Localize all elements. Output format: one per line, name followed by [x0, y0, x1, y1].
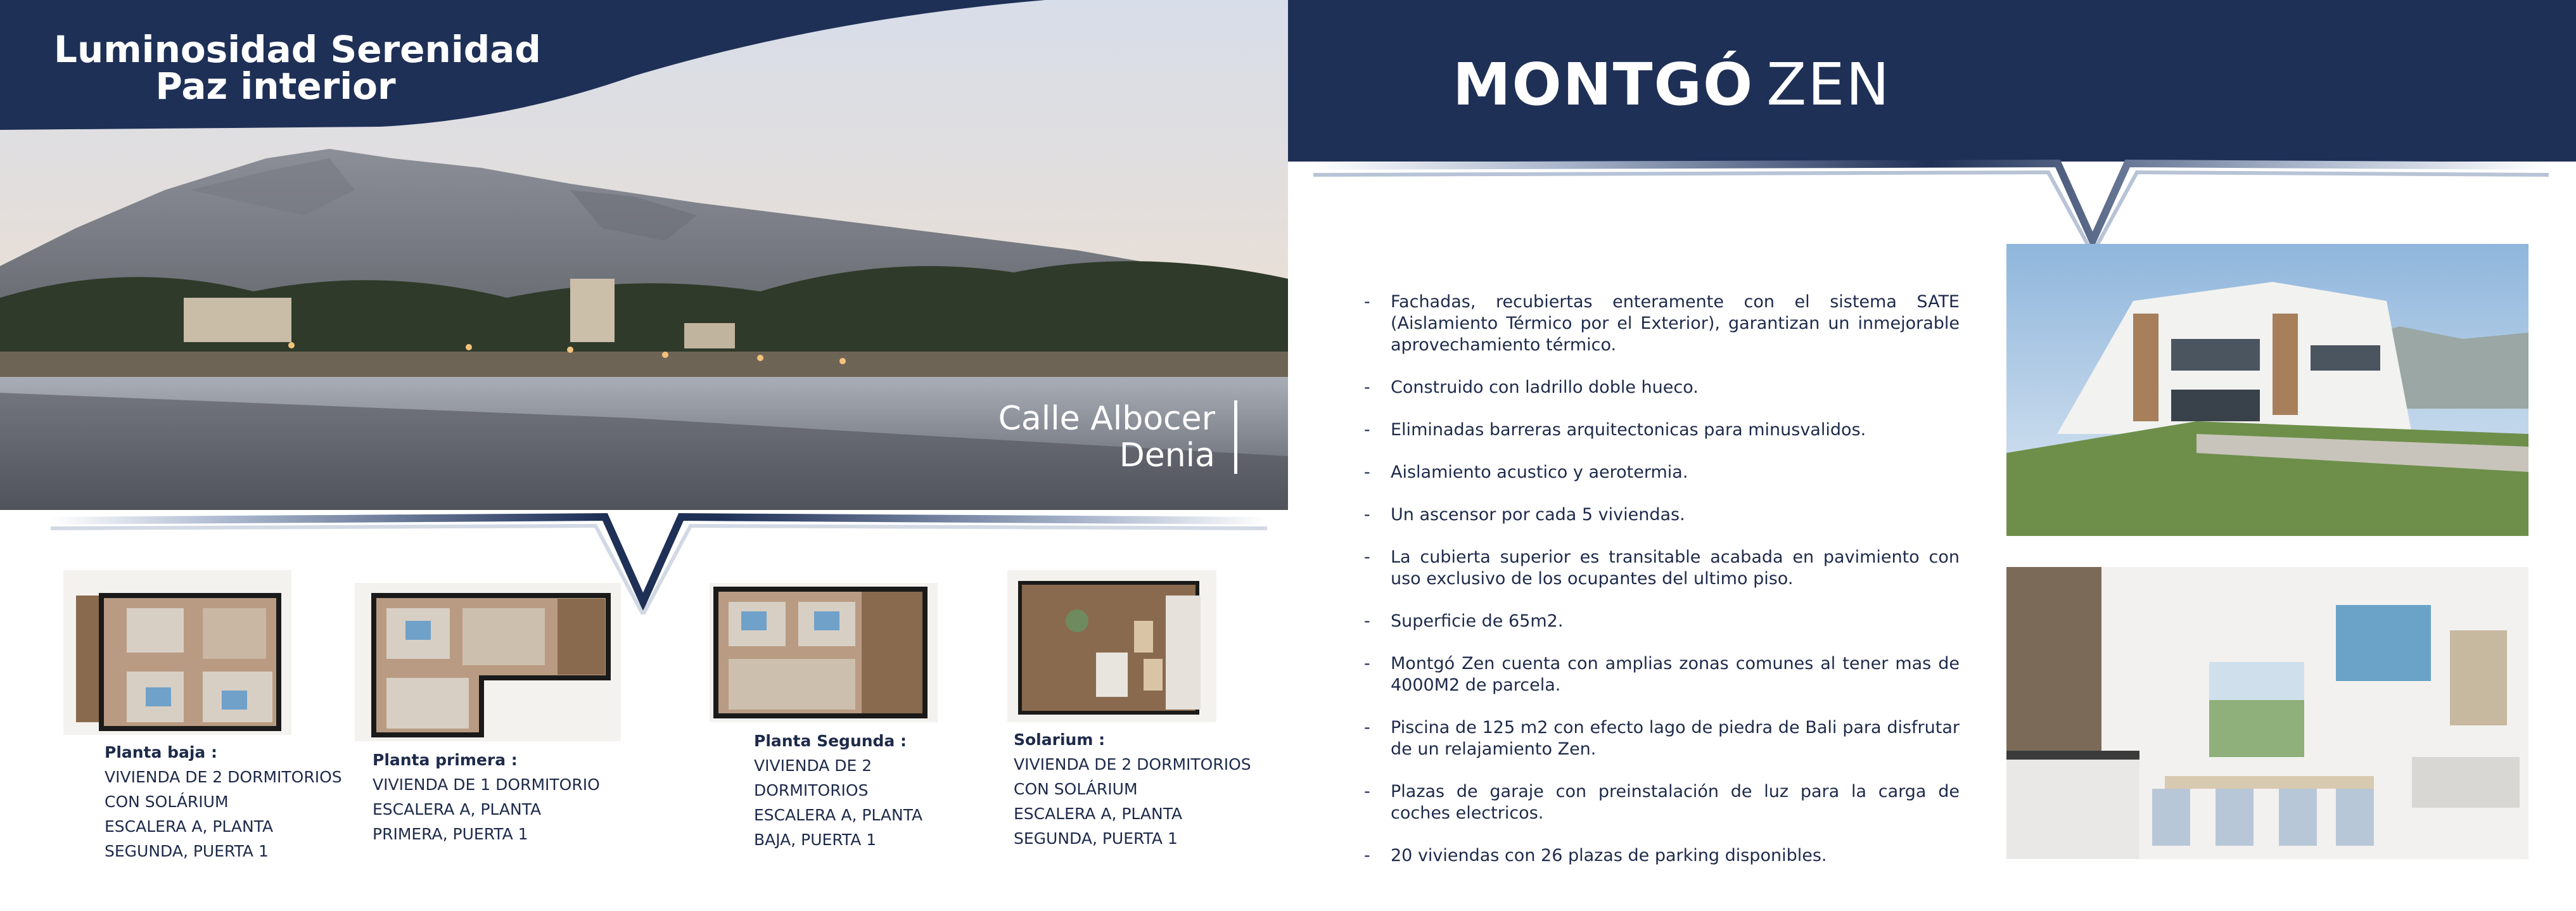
plan-ground-line-4: SEGUNDA, PUERTA 1 [105, 842, 269, 860]
floorplan-first-image [355, 583, 621, 741]
floorplan-solarium-image [1007, 570, 1216, 722]
feature-item: - Superficie de 65m2. [1364, 611, 1960, 632]
right-page [1288, 0, 2576, 911]
plan-second-line-4: BAJA, PUERTA 1 [754, 831, 877, 849]
feature-item: - Plazas de garaje con preinstalación de luz para la carga de coches electricos. [1364, 781, 1960, 824]
plan-first-caption [373, 748, 621, 846]
feature-item: - 20 viviendas con 26 plazas de parking disponibles. [1364, 845, 1960, 867]
feature-item: - Un ascensor por cada 5 viviendas. [1364, 504, 1960, 526]
feature-item: - La cubierta superior es transitable acabada en pavimiento con uso exclusivo de los ocupantes del ultimo piso. [1364, 547, 1960, 590]
tagline-line-1: Luminosidad Serenidad [54, 28, 541, 71]
plan-solarium-caption [1014, 727, 1251, 851]
floorplan-second-image [710, 583, 938, 722]
location-label [998, 400, 1237, 474]
plan-second-title: Planta Segunda : [754, 732, 907, 750]
brand-title-light: ZEN [1766, 51, 1891, 118]
plan-first-line-2: ESCALERA A, PLANTA [373, 800, 542, 819]
plan-ground-floor [63, 570, 342, 863]
plan-ground-title: Planta baja : [105, 743, 217, 761]
plan-solarium-title: Solarium : [1014, 730, 1106, 749]
plan-first-title: Planta primera : [373, 751, 518, 769]
plan-second-line-2: DORMITORIOS [754, 781, 869, 800]
plan-ground-line-2: CON SOLÁRIUM [105, 793, 229, 811]
render-interior-image [2006, 567, 2528, 859]
feature-item: - Aislamiento acustico y aerotermia. [1364, 462, 1960, 483]
render-exterior-image [2006, 244, 2528, 536]
feature-item: - Eliminadas barreras arquitectonicas para minusvalidos. [1364, 419, 1960, 441]
plan-second-line-1: VIVIENDA DE 2 [754, 756, 872, 775]
plan-solarium-line-3: ESCALERA A, PLANTA [1014, 805, 1183, 823]
plan-second-floor [710, 583, 938, 852]
location-street: Calle Albocer [998, 400, 1215, 438]
feature-item: - Fachadas, recubiertas enteramente con el sistema SATE (Aislamiento Térmico por el Exterior), garantizan un inmejorable aprovechamiento térmico. [1364, 291, 1960, 356]
plan-ground-line-1: VIVIENDA DE 2 DORMITORIOS [105, 768, 342, 786]
plan-first-floor [355, 583, 621, 846]
plan-solarium-line-2: CON SOLÁRIUM [1014, 780, 1138, 798]
plan-solarium-line-1: VIVIENDA DE 2 DORMITORIOS [1014, 755, 1251, 774]
plan-second-line-3: ESCALERA A, PLANTA [754, 806, 923, 824]
brand-title-bold: MONTGÓ [1453, 51, 1754, 118]
brand-title [1453, 51, 1891, 118]
location-city: Denia [1119, 436, 1215, 475]
plan-first-line-1: VIVIENDA DE 1 DORMITORIO [373, 775, 600, 794]
plan-first-line-3: PRIMERA, PUERTA 1 [373, 825, 528, 843]
floorplan-ground-image [63, 570, 291, 735]
features-list [1364, 291, 1960, 888]
plan-ground-caption [105, 740, 342, 863]
plan-solarium-line-4: SEGUNDA, PUERTA 1 [1014, 829, 1178, 848]
plan-solarium [1007, 570, 1251, 851]
feature-item: - Construido con ladrillo doble hueco. [1364, 377, 1960, 398]
plan-ground-line-3: ESCALERA A, PLANTA [105, 817, 274, 836]
tagline-line-2: Paz interior [155, 65, 396, 108]
feature-item: - Montgó Zen cuenta con amplias zonas comunes al tener mas de 4000M2 de parcela. [1364, 653, 1960, 696]
plan-second-caption [754, 729, 938, 852]
feature-item: - Piscina de 125 m2 con efecto lago de piedra de Bali para disfrutar de un relajamiento Zen. [1364, 717, 1960, 760]
